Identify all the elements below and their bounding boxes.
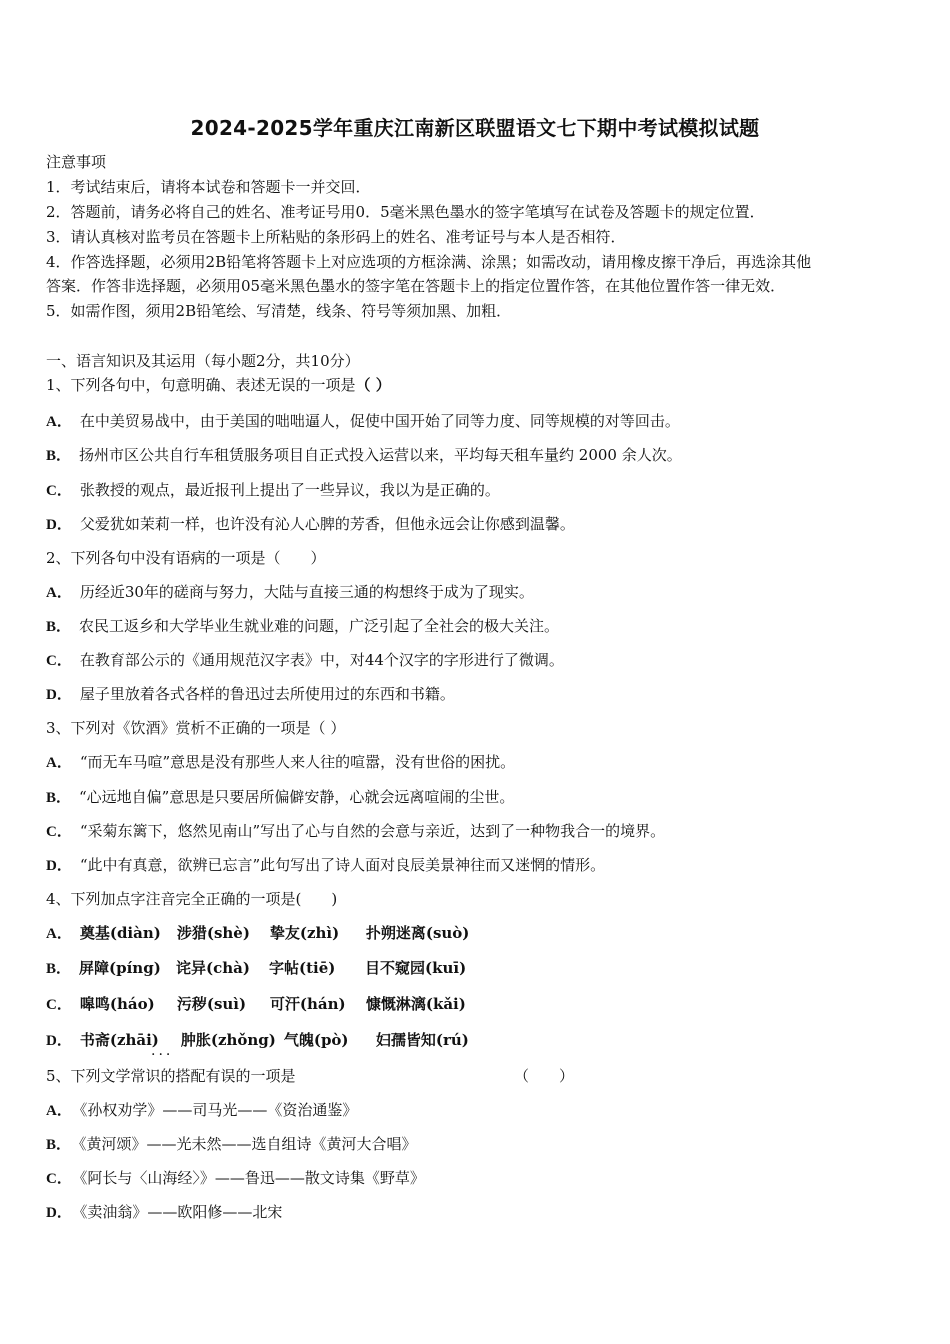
pinyin-item: 挚友(zhì) — [269, 924, 340, 942]
notice-heading: 注意事项 — [46, 153, 107, 171]
notice-item: 4．作答选择题，必须用2B铅笔将答题卡上对应选项的方框涂满、涂黑；如需改动，请用橡皮擦干净后，再选涂其他 — [46, 253, 812, 271]
option-label: B． — [46, 448, 72, 464]
option-label: B． — [46, 619, 72, 635]
option-text: 张教授的观点，最近报刊上提出了一些异议，我以为是正确的。 — [79, 481, 500, 499]
pinyin-item: 妇孺皆知(rú) — [375, 1031, 469, 1049]
pinyin-item: 肿胀(zhǒng) — [180, 1031, 276, 1049]
option-text: 扬州市区公共自行车租赁服务项目自正式投入运营以来，平均每天租车量约 2000 余人次。 — [79, 446, 682, 464]
option-text: 在教育部公示的《通用规范汉字表》中，对44个汉字的字形进行了微调。 — [79, 651, 564, 669]
option-text: 父爱犹如茉莉一样，也许没有沁人心脾的芳香，但他永远会让你感到温馨。 — [79, 515, 575, 533]
option-text: 《卖油翁》——欧阳修——北宋 — [79, 1203, 283, 1221]
option-label: D． — [46, 687, 72, 703]
question-stem: 2、下列各句中没有语病的一项是（ ） — [46, 549, 326, 567]
option-text: 《阿长与〈山海经〉》——鲁迅——散文诗集《野草》 — [79, 1169, 425, 1187]
option-a — [46, 582, 534, 603]
option-text: 在中美贸易战中，由于美国的咄咄逼人，促使中国开始了同等力度、同等规模的对等回击。 — [79, 412, 680, 430]
option-label: B． — [46, 790, 72, 806]
option-c — [46, 1168, 425, 1189]
notice-item: 3．请认真核对监考员在答题卡上所粘贴的条形码上的姓名、准考证号与本人是否相符． — [46, 228, 626, 246]
option-a — [46, 1100, 357, 1121]
option-a — [46, 752, 515, 773]
option-text: 屋子里放着各式各样的鲁迅过去所使用过的东西和书籍。 — [79, 685, 455, 703]
option-c — [46, 650, 564, 671]
option-label: A． — [46, 926, 72, 942]
option-b — [46, 1134, 417, 1155]
option-text: “而无车马喧”意思是没有那些人来人往的喧嚣，没有世俗的困扰。 — [79, 753, 516, 771]
pinyin-item: 扑朔迷离(suò) — [365, 924, 470, 942]
pinyin-item: 屏障(píng) — [79, 959, 161, 977]
option-a — [46, 923, 469, 944]
notice-item: 5．如需作图，须用2B铅笔绘、写清楚，线条、符号等须加黑、加粗． — [46, 302, 512, 320]
notice-item: 2．答题前，请务必将自己的姓名、准考证号用0．5毫米黑色墨水的签字笔填写在试卷及答题卡的规定位置． — [46, 203, 765, 221]
option-label: D． — [46, 1205, 72, 1221]
question-stem — [46, 375, 391, 395]
emphasis-dots: ... — [151, 1043, 174, 1059]
option-label: C． — [46, 1171, 72, 1187]
question-stem-text: 5、下列文学常识的搭配有误的一项是 — [46, 1067, 296, 1085]
option-c — [46, 821, 665, 842]
option-label: A． — [46, 585, 72, 601]
pinyin-item: 可汗(hán) — [269, 995, 346, 1013]
option-label: D． — [46, 517, 72, 533]
option-text: “心远地自偏”意思是只要居所偏僻安静，心就会远离喧闹的尘世。 — [79, 788, 515, 806]
pinyin-item: 慷慨淋漓(kǎi) — [365, 995, 466, 1013]
pinyin-item: 目不窥园(kuī) — [365, 959, 467, 977]
option-text: 农民工返乡和大学毕业生就业难的问题，广泛引起了全社会的极大关注。 — [79, 617, 560, 635]
option-label: C． — [46, 997, 72, 1013]
option-d — [46, 514, 575, 535]
page-title: 2024-2025学年重庆江南新区联盟语文七下期中考试模拟试题 — [190, 116, 760, 140]
answer-bracket: （ ） — [355, 376, 391, 394]
option-text: “此中有真意，欲辨已忘言”此句写出了诗人面对良辰美景神往而又迷惘的情形。 — [79, 856, 606, 874]
pinyin-item: 污秽(suì) — [176, 995, 247, 1013]
option-d — [46, 855, 605, 876]
option-text: 《孙权劝学》——司马光——《资治通鉴》 — [79, 1101, 358, 1119]
option-b — [46, 616, 559, 637]
option-label: D． — [46, 1033, 72, 1049]
option-d — [46, 1030, 469, 1051]
option-label: A． — [46, 414, 72, 430]
pinyin-item: 嗥鸣(háo) — [79, 995, 155, 1013]
pinyin-item: 诧异(chà) — [176, 959, 250, 977]
pinyin-item: 书斋(zhāi) — [79, 1031, 159, 1049]
option-c — [46, 994, 466, 1015]
question-stem: 4、下列加点字注音完全正确的一项是( ) — [46, 890, 338, 908]
answer-bracket: （ ） — [514, 1067, 575, 1085]
option-label: A． — [46, 755, 72, 771]
pinyin-item: 奠基(diàn) — [79, 924, 161, 942]
question-stem-text: 1、下列各句中，句意明确、表述无误的一项是 — [46, 376, 356, 394]
option-d — [46, 1202, 282, 1223]
option-b — [46, 958, 466, 979]
option-text: 《黄河颂》——光未然——选自组诗《黄河大合唱》 — [79, 1135, 417, 1153]
option-label: C． — [46, 653, 72, 669]
option-label: B． — [46, 961, 72, 977]
option-text: 历经近30年的磋商与努力，大陆与直接三通的构想终于成为了现实。 — [79, 583, 534, 601]
option-label: A． — [46, 1103, 72, 1119]
option-a — [46, 411, 680, 432]
option-label: C． — [46, 824, 72, 840]
pinyin-item: 气魄(pò) — [283, 1031, 349, 1049]
option-d — [46, 684, 455, 705]
option-b — [46, 445, 682, 466]
option-label: C． — [46, 483, 72, 499]
option-label: B． — [46, 1137, 72, 1153]
pinyin-item: 字帖(tiē) — [269, 959, 336, 977]
section-heading: 一、语言知识及其运用（每小题2分，共10分） — [46, 352, 360, 370]
question-stem: 3、下列对《饮酒》赏析不正确的一项是（ ） — [46, 719, 346, 737]
pinyin-item: 涉猎(shè) — [176, 924, 250, 942]
question-stem — [46, 1066, 574, 1086]
notice-item: 1．考试结束后，请将本试卷和答题卡一并交回． — [46, 178, 371, 196]
option-b — [46, 787, 514, 808]
option-text: “采菊东篱下，悠然见南山”写出了心与自然的会意与亲近，达到了一种物我合一的境界。 — [79, 822, 666, 840]
option-c — [46, 480, 500, 501]
notice-item: 答案．作答非选择题，必须用05毫米黑色墨水的签字笔在答题卡上的指定位置作答，在其他位置作答一律无效． — [46, 277, 786, 295]
option-label: D． — [46, 858, 72, 874]
